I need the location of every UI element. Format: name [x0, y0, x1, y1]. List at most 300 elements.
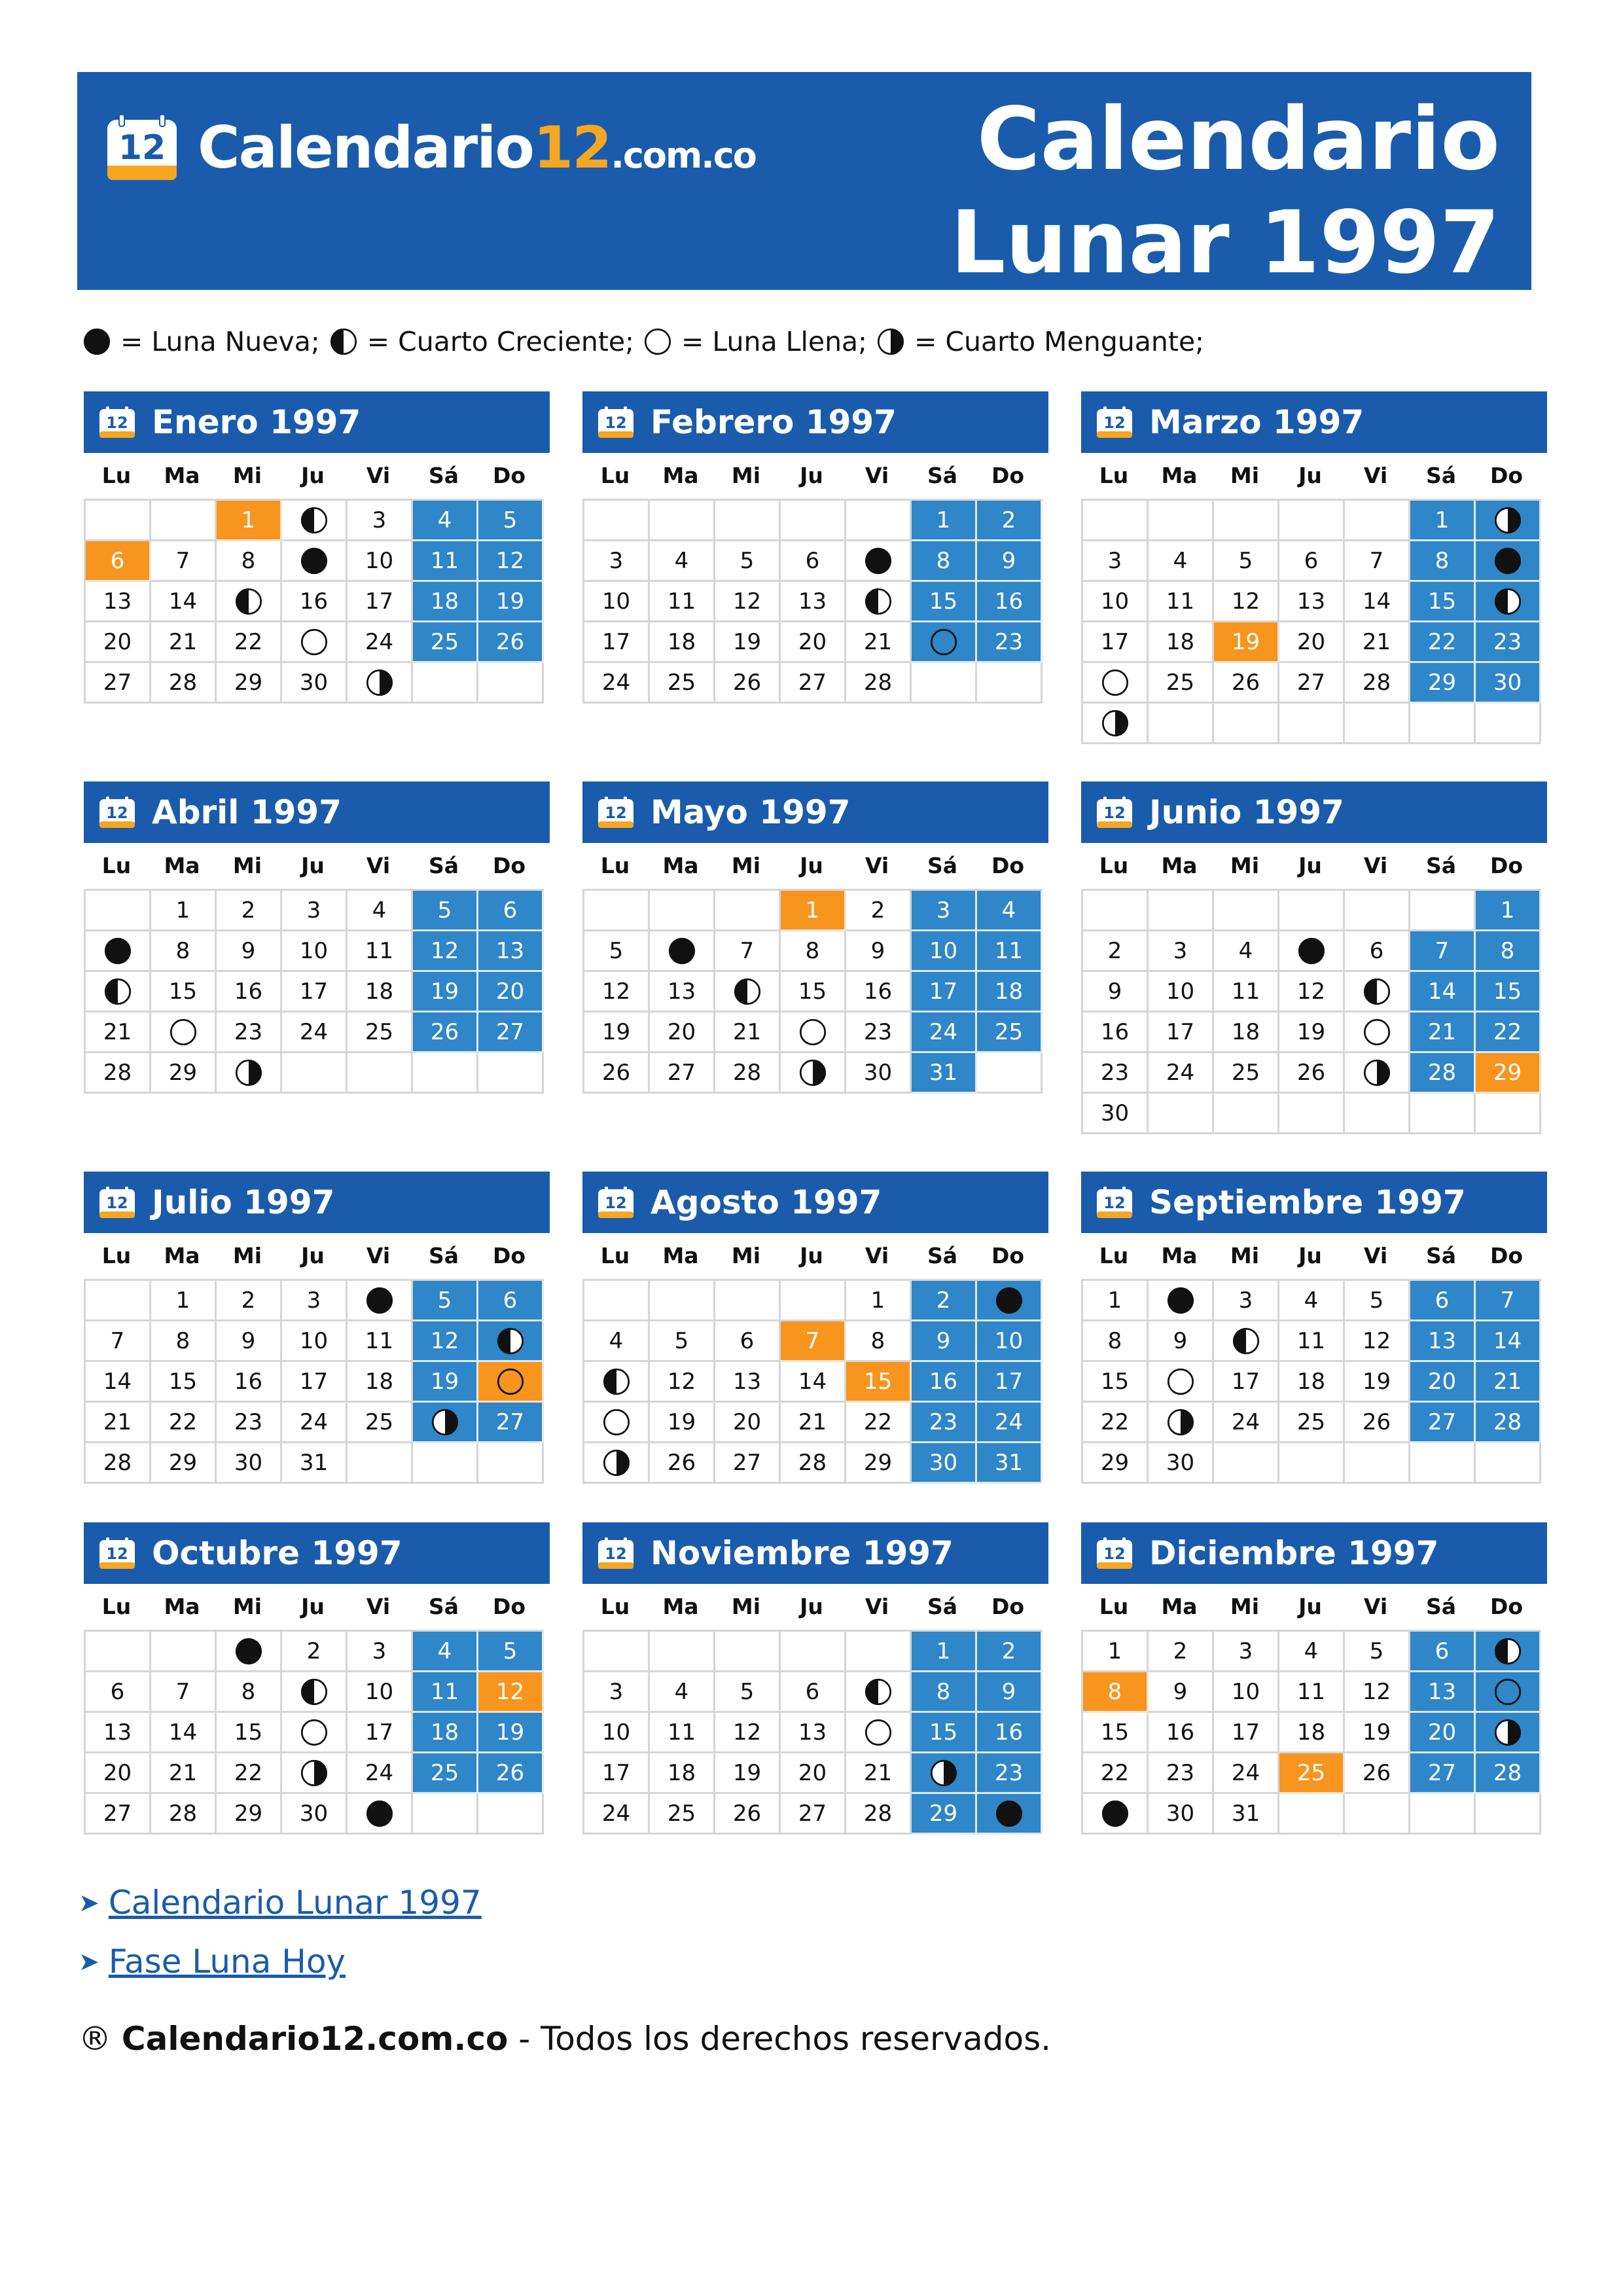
day-cell: 6 [1410, 1632, 1476, 1672]
empty-cell [1149, 891, 1214, 931]
day-cell: 8 [1083, 1672, 1149, 1713]
day-cell: 30 [282, 1794, 348, 1835]
weekday-label: Ju [301, 853, 325, 878]
svg-text:12: 12 [106, 414, 128, 432]
weekday-label: Do [991, 853, 1025, 878]
day-cell: 13 [86, 1713, 151, 1753]
day-cell: 16 [977, 582, 1043, 622]
day-cell: 4 [1214, 931, 1279, 972]
empty-cell [413, 1053, 478, 1094]
day-cell: 2 [1149, 1632, 1214, 1672]
empty-cell [846, 1632, 912, 1672]
weekday-label: Ju [800, 1594, 823, 1619]
empty-cell [86, 1632, 151, 1672]
site-logo[interactable] [105, 108, 756, 187]
svg-text:12: 12 [1103, 1194, 1126, 1212]
day-cell: 25 [650, 663, 715, 704]
month-header [1081, 391, 1547, 453]
day-cell: 28 [86, 1053, 151, 1094]
first-quarter-moon-icon [86, 972, 151, 1013]
weekday-label: Sá [428, 463, 459, 488]
legend-label: = Cuarto Menguante; [914, 326, 1204, 357]
day-cell: 15 [1410, 582, 1476, 622]
weekday-label: Ju [301, 1243, 325, 1268]
empty-cell [348, 1443, 413, 1484]
weekday-label: Sá [927, 1243, 958, 1268]
new-moon-icon [1083, 1794, 1149, 1835]
day-cell: 31 [282, 1443, 348, 1484]
day-cell: 16 [282, 582, 348, 622]
weekday-label: Do [492, 463, 526, 488]
day-cell: 24 [348, 622, 413, 663]
day-cell: 17 [977, 1362, 1043, 1403]
day-cell: 14 [1345, 582, 1410, 622]
day-cell: 28 [781, 1443, 846, 1484]
month-day-grid [1081, 1630, 1541, 1835]
day-cell: 1 [912, 1632, 977, 1672]
day-cell: 28 [1410, 1053, 1476, 1094]
page-title [950, 88, 1500, 295]
day-cell: 18 [977, 972, 1043, 1013]
day-cell: 15 [151, 1362, 217, 1403]
month-calendar [84, 781, 550, 1094]
weekday-label: Ma [662, 1594, 699, 1619]
day-cell: 7 [1476, 1281, 1541, 1321]
day-cell: 30 [1476, 663, 1541, 704]
month-calendar [1081, 781, 1547, 1134]
full-moon-icon [478, 1362, 544, 1403]
day-cell: 18 [1214, 1013, 1279, 1053]
day-cell: 3 [282, 1281, 348, 1321]
day-cell: 20 [1410, 1362, 1476, 1403]
weekday-header-row [582, 1233, 1048, 1279]
full-moon-icon [1149, 1362, 1214, 1403]
month-title: Diciembre 1997 [1149, 1534, 1439, 1572]
day-cell: 20 [781, 622, 846, 663]
day-cell: 10 [584, 1713, 650, 1753]
legend-label: = Luna Nueva; [120, 326, 320, 357]
weekday-label: Vi [1363, 463, 1388, 488]
day-cell: 27 [1410, 1753, 1476, 1794]
first-quarter-moon-icon [846, 1672, 912, 1713]
weekday-label: Mi [1230, 1243, 1260, 1268]
day-cell: 27 [478, 1403, 544, 1443]
last-quarter-moon-icon [1083, 704, 1149, 744]
day-cell: 10 [1214, 1672, 1279, 1713]
weekday-label: Ma [164, 463, 200, 488]
new-moon-icon [217, 1632, 282, 1672]
month-header [84, 1522, 550, 1584]
day-cell: 8 [217, 1672, 282, 1713]
first-quarter-moon-icon [329, 327, 367, 356]
month-calendar [582, 391, 1048, 704]
weekday-label: Ju [1298, 1243, 1322, 1268]
first-quarter-moon-icon [217, 582, 282, 622]
empty-cell [1214, 1094, 1279, 1134]
empty-cell [478, 1443, 544, 1484]
month-header [84, 1172, 550, 1233]
weekday-label: Sá [1425, 1243, 1457, 1268]
last-quarter-moon-icon [217, 1053, 282, 1094]
legend-item [876, 326, 1204, 357]
day-cell: 18 [348, 1362, 413, 1403]
empty-cell [1345, 891, 1410, 931]
weekday-label: Do [991, 1594, 1025, 1619]
day-cell: 19 [1214, 622, 1279, 663]
page-title-line2: Lunar 1997 [950, 192, 1500, 293]
link-moon-today[interactable]: Fase Luna Hoy [108, 1943, 346, 1981]
day-cell: 21 [1476, 1362, 1541, 1403]
last-quarter-moon-icon [1149, 1403, 1214, 1443]
full-moon-icon [1476, 1672, 1541, 1713]
arrow-right-icon: ➤ [79, 1888, 99, 1917]
day-cell: 5 [1214, 541, 1279, 582]
empty-cell [715, 891, 781, 931]
day-cell: 25 [1214, 1053, 1279, 1094]
day-cell: 14 [1476, 1321, 1541, 1362]
day-cell: 19 [478, 1713, 544, 1753]
month-day-grid [582, 889, 1043, 1094]
day-cell: 3 [348, 501, 413, 541]
day-cell: 17 [1149, 1013, 1214, 1053]
day-cell: 10 [348, 1672, 413, 1713]
day-cell: 22 [1476, 1013, 1541, 1053]
day-cell: 24 [912, 1013, 977, 1053]
svg-text:12: 12 [106, 1545, 128, 1563]
month-day-grid [84, 1279, 544, 1484]
day-cell: 7 [1345, 541, 1410, 582]
day-cell: 20 [1410, 1713, 1476, 1753]
full-moon-icon [912, 622, 977, 663]
day-cell: 23 [977, 622, 1043, 663]
weekday-label: Lu [101, 463, 132, 488]
day-cell: 1 [1410, 501, 1476, 541]
empty-cell [413, 663, 478, 704]
empty-cell [1345, 1443, 1410, 1484]
day-cell: 5 [413, 891, 478, 931]
day-cell: 29 [151, 1053, 217, 1094]
legend-item [82, 326, 320, 357]
empty-cell [715, 501, 781, 541]
day-cell: 20 [86, 622, 151, 663]
day-cell: 28 [715, 1053, 781, 1094]
day-cell: 14 [151, 582, 217, 622]
day-cell: 14 [151, 1713, 217, 1753]
empty-cell [715, 1281, 781, 1321]
day-cell: 27 [86, 1794, 151, 1835]
calendar-icon [98, 796, 136, 829]
day-cell: 23 [1149, 1753, 1214, 1794]
weekday-label: Vi [865, 1594, 889, 1619]
registered-symbol: ® [79, 2020, 111, 2058]
day-cell: 22 [217, 1753, 282, 1794]
weekday-label: Vi [1363, 1594, 1388, 1619]
day-cell: 13 [1410, 1672, 1476, 1713]
empty-cell [1214, 501, 1279, 541]
link-lunar-calendar[interactable]: Calendario Lunar 1997 [108, 1884, 482, 1922]
day-cell: 19 [1345, 1713, 1410, 1753]
day-cell: 21 [86, 1403, 151, 1443]
day-cell: 2 [912, 1281, 977, 1321]
day-cell: 6 [1345, 931, 1410, 972]
copyright-brand: Calendario12.com.co [121, 2020, 508, 2058]
weekday-header-row [1081, 453, 1547, 499]
empty-cell [1149, 704, 1214, 744]
weekday-label: Ma [164, 853, 200, 878]
empty-cell [1410, 1794, 1476, 1835]
first-quarter-moon-icon [846, 582, 912, 622]
day-cell: 10 [584, 582, 650, 622]
day-cell: 21 [1345, 622, 1410, 663]
day-cell: 1 [1476, 891, 1541, 931]
new-moon-icon [650, 931, 715, 972]
day-cell: 10 [348, 541, 413, 582]
empty-cell [1279, 891, 1345, 931]
day-cell: 10 [282, 931, 348, 972]
empty-cell [1279, 704, 1345, 744]
day-cell: 5 [584, 931, 650, 972]
day-cell: 28 [846, 663, 912, 704]
day-cell: 6 [781, 541, 846, 582]
day-cell: 18 [413, 1713, 478, 1753]
day-cell: 24 [1149, 1053, 1214, 1094]
day-cell: 24 [348, 1753, 413, 1794]
day-cell: 28 [1476, 1753, 1541, 1794]
day-cell: 5 [715, 1672, 781, 1713]
day-cell: 6 [478, 1281, 544, 1321]
day-cell: 17 [912, 972, 977, 1013]
month-calendar [582, 1522, 1048, 1835]
empty-cell [1083, 891, 1149, 931]
day-cell: 29 [1083, 1443, 1149, 1484]
day-cell: 5 [478, 1632, 544, 1672]
weekday-header-row [1081, 843, 1547, 889]
day-cell: 12 [1345, 1321, 1410, 1362]
day-cell: 6 [781, 1672, 846, 1713]
day-cell: 3 [1214, 1281, 1279, 1321]
day-cell: 13 [781, 582, 846, 622]
weekday-label: Vi [865, 1243, 889, 1268]
last-quarter-moon-icon [876, 327, 914, 356]
weekday-label: Lu [101, 1594, 132, 1619]
day-cell: 17 [1214, 1362, 1279, 1403]
empty-cell [1410, 891, 1476, 931]
day-cell: 30 [217, 1443, 282, 1484]
day-cell: 4 [1149, 541, 1214, 582]
day-cell: 18 [1279, 1362, 1345, 1403]
day-cell: 16 [977, 1713, 1043, 1753]
empty-cell [86, 501, 151, 541]
day-cell: 17 [1214, 1713, 1279, 1753]
day-cell: 10 [282, 1321, 348, 1362]
last-quarter-moon-icon [282, 1753, 348, 1794]
weekday-label: Ma [1161, 853, 1198, 878]
month-day-grid [1081, 499, 1541, 744]
day-cell: 18 [650, 1753, 715, 1794]
weekday-label: Mi [1230, 853, 1260, 878]
weekday-header-row [84, 1233, 550, 1279]
first-quarter-moon-icon [282, 501, 348, 541]
day-cell: 31 [977, 1443, 1043, 1484]
weekday-label: Do [1489, 853, 1524, 878]
day-cell: 19 [478, 582, 544, 622]
empty-cell [478, 663, 544, 704]
day-cell: 26 [650, 1443, 715, 1484]
svg-text:12: 12 [106, 1194, 128, 1212]
day-cell: 7 [715, 931, 781, 972]
empty-cell [650, 501, 715, 541]
weekday-header-row [582, 1584, 1048, 1630]
day-cell: 20 [715, 1403, 781, 1443]
day-cell: 4 [1279, 1281, 1345, 1321]
empty-cell [282, 1053, 348, 1094]
weekday-label: Ju [800, 463, 823, 488]
full-moon-icon [643, 327, 681, 356]
empty-cell [1279, 1794, 1345, 1835]
day-cell: 8 [781, 931, 846, 972]
day-cell: 19 [1345, 1362, 1410, 1403]
day-cell: 2 [217, 1281, 282, 1321]
empty-cell [413, 1443, 478, 1484]
empty-cell [151, 501, 217, 541]
day-cell: 9 [977, 541, 1043, 582]
day-cell: 4 [413, 1632, 478, 1672]
full-moon-icon [151, 1013, 217, 1053]
day-cell: 7 [781, 1321, 846, 1362]
weekday-label: Do [492, 853, 526, 878]
first-quarter-moon-icon [584, 1362, 650, 1403]
weekday-label: Do [991, 1243, 1025, 1268]
calendar-icon [1096, 796, 1133, 829]
day-cell: 11 [650, 1713, 715, 1753]
day-cell: 3 [584, 541, 650, 582]
day-cell: 11 [1149, 582, 1214, 622]
day-cell: 21 [86, 1013, 151, 1053]
day-cell: 4 [650, 541, 715, 582]
empty-cell [348, 1053, 413, 1094]
month-calendar [1081, 391, 1547, 744]
day-cell: 2 [282, 1632, 348, 1672]
day-cell: 17 [584, 1753, 650, 1794]
day-cell: 7 [151, 541, 217, 582]
arrow-right-icon: ➤ [79, 1947, 99, 1976]
month-calendar [1081, 1172, 1547, 1484]
day-cell: 11 [348, 1321, 413, 1362]
month-calendar [84, 1172, 550, 1484]
month-day-grid [582, 499, 1043, 704]
empty-cell [584, 891, 650, 931]
day-cell: 1 [151, 1281, 217, 1321]
weekday-label: Do [1489, 1594, 1524, 1619]
calendar-icon [597, 1537, 635, 1570]
calendar-icon [1096, 1186, 1133, 1219]
day-cell: 9 [912, 1321, 977, 1362]
svg-text:12: 12 [1103, 414, 1126, 432]
first-quarter-moon-icon [1345, 972, 1410, 1013]
day-cell: 4 [413, 501, 478, 541]
day-cell: 26 [1345, 1403, 1410, 1443]
day-cell: 23 [846, 1013, 912, 1053]
last-quarter-moon-icon [912, 1753, 977, 1794]
weekday-label: Do [492, 1243, 526, 1268]
month-day-grid [84, 889, 544, 1094]
day-cell: 15 [151, 972, 217, 1013]
weekday-label: Mi [1230, 1594, 1260, 1619]
day-cell: 27 [781, 1794, 846, 1835]
weekday-label: Ma [1161, 463, 1198, 488]
day-cell: 13 [478, 931, 544, 972]
month-calendar [84, 391, 550, 704]
last-quarter-moon-icon [1476, 501, 1541, 541]
day-cell: 22 [217, 622, 282, 663]
day-cell: 5 [1345, 1281, 1410, 1321]
month-calendar [84, 1522, 550, 1835]
day-cell: 12 [478, 1672, 544, 1713]
day-cell: 6 [1279, 541, 1345, 582]
weekday-label: Vi [1363, 1243, 1388, 1268]
weekday-label: Mi [1230, 463, 1260, 488]
day-cell: 12 [715, 582, 781, 622]
day-cell: 16 [912, 1362, 977, 1403]
day-cell: 16 [217, 1362, 282, 1403]
day-cell: 5 [1345, 1632, 1410, 1672]
weekday-label: Do [991, 463, 1025, 488]
weekday-label: Ju [1298, 463, 1322, 488]
day-cell: 11 [1279, 1672, 1345, 1713]
day-cell: 4 [348, 891, 413, 931]
day-cell: 30 [1149, 1443, 1214, 1484]
month-header [1081, 1522, 1547, 1584]
last-quarter-moon-icon [781, 1053, 846, 1094]
empty-cell [1476, 1443, 1541, 1484]
weekday-label: Mi [731, 853, 761, 878]
day-cell: 15 [1476, 972, 1541, 1013]
weekday-label: Sá [428, 1594, 459, 1619]
empty-cell [781, 501, 846, 541]
day-cell: 26 [1214, 663, 1279, 704]
weekday-label: Vi [366, 1243, 391, 1268]
day-cell: 6 [86, 1672, 151, 1713]
first-quarter-moon-icon [715, 972, 781, 1013]
empty-cell [413, 1794, 478, 1835]
full-moon-icon [282, 622, 348, 663]
copyright-text: - Todos los derechos reservados. [518, 2020, 1052, 2058]
weekday-label: Sá [428, 853, 459, 878]
day-cell: 18 [650, 622, 715, 663]
empty-cell [151, 1632, 217, 1672]
day-cell: 29 [1476, 1053, 1541, 1094]
last-quarter-moon-icon [584, 1443, 650, 1484]
day-cell: 12 [650, 1362, 715, 1403]
day-cell: 14 [781, 1362, 846, 1403]
page-header [77, 72, 1531, 293]
day-cell: 30 [912, 1443, 977, 1484]
calendar-icon [98, 1537, 136, 1570]
empty-cell [1279, 1443, 1345, 1484]
day-cell: 2 [846, 891, 912, 931]
weekday-header-row [582, 453, 1048, 499]
weekday-label: Mi [731, 1243, 761, 1268]
day-cell: 26 [1345, 1753, 1410, 1794]
weekday-label: Ma [662, 853, 699, 878]
day-cell: 4 [584, 1321, 650, 1362]
weekday-label: Lu [101, 853, 132, 878]
day-cell: 25 [348, 1013, 413, 1053]
day-cell: 17 [282, 1362, 348, 1403]
empty-cell [1083, 501, 1149, 541]
empty-cell [1214, 1443, 1279, 1484]
full-moon-icon [1083, 663, 1149, 704]
